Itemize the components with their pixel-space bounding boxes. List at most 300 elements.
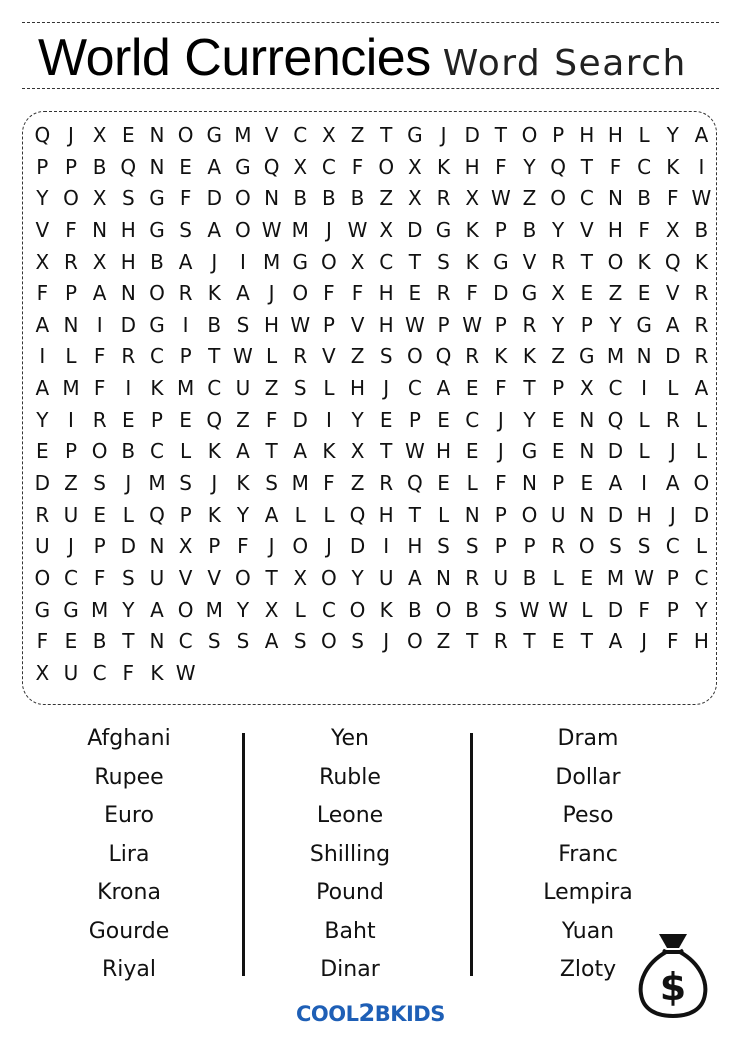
grid-letter: P <box>179 344 192 369</box>
grid-letter: T <box>408 249 421 274</box>
grid-letter: R <box>522 312 537 337</box>
grid-letter: A <box>694 123 709 147</box>
grid-letter: E <box>379 407 393 432</box>
grid-letter: Y <box>523 407 536 432</box>
word-list-item: Baht <box>324 918 376 944</box>
grid-letter: P <box>552 376 565 401</box>
grid-letter: X <box>408 154 422 179</box>
grid-letter: L <box>437 502 450 527</box>
grid-letter: P <box>93 534 106 559</box>
grid-letter: G <box>206 123 223 147</box>
grid-letter: X <box>322 123 336 147</box>
grid-letter: K <box>207 439 221 464</box>
grid-letter: X <box>92 123 107 147</box>
word-list-item: Pound <box>316 880 384 905</box>
grid-letter: A <box>207 217 222 242</box>
grid-letter: A <box>236 281 250 306</box>
word-list-item: Yen <box>331 726 369 751</box>
grid-letter: I <box>698 154 705 179</box>
grid-letter: E <box>580 281 594 306</box>
grid-letter: T <box>580 249 593 274</box>
grid-letter: F <box>93 565 106 590</box>
grid-letter: V <box>350 312 365 337</box>
grid-letter: I <box>182 312 189 337</box>
grid-letter: C <box>608 376 623 401</box>
grid-letter: A <box>694 376 709 401</box>
grid-letter: E <box>179 154 192 179</box>
grid-letter: J <box>268 281 275 306</box>
grid-letter: C <box>465 407 480 432</box>
grid-letter: D <box>607 439 624 464</box>
grid-letter: T <box>122 629 135 654</box>
grid-letter: C <box>92 660 107 685</box>
grid-letter: W <box>548 597 569 622</box>
grid-letter: F <box>638 597 650 622</box>
word-list-item: Dinar <box>320 957 380 982</box>
grid-letter: N <box>607 186 623 211</box>
word-list-item: Leone <box>316 803 384 828</box>
grid-letter: C <box>293 123 308 147</box>
grid-letter: L <box>323 376 335 401</box>
word-list-item: Krona <box>97 880 161 905</box>
grid-letter: T <box>380 123 393 147</box>
grid-letter: Y <box>36 407 49 432</box>
grid-letter: C <box>149 439 164 464</box>
grid-letter: M <box>91 597 109 622</box>
word-list-item: Peso <box>562 803 614 828</box>
grid-letter: L <box>638 439 650 464</box>
grid-letter: S <box>293 629 307 654</box>
grid-letter: J <box>497 407 504 432</box>
grid-letter: G <box>493 249 509 274</box>
grid-letter: F <box>93 376 106 401</box>
grid-letter: O <box>235 186 251 211</box>
grid-letter: X <box>465 186 480 211</box>
word-list-column-2 <box>250 720 450 990</box>
grid-letter: C <box>637 154 652 179</box>
grid-letter: X <box>35 660 50 685</box>
grid-letter: W <box>691 186 712 211</box>
grid-letter: V <box>264 123 279 147</box>
grid-letter: S <box>236 629 250 654</box>
grid-letter: D <box>607 597 624 622</box>
grid-letter: K <box>694 249 708 274</box>
grid-letter: J <box>669 439 676 464</box>
grid-letter: Z <box>350 344 365 369</box>
grid-letter: M <box>291 217 309 242</box>
grid-letter: B <box>92 154 107 179</box>
grid-letter: F <box>265 407 278 432</box>
grid-letter: N <box>464 502 480 527</box>
grid-letter: T <box>208 344 221 369</box>
grid-letter: W <box>347 217 368 242</box>
grid-letter: I <box>239 249 246 274</box>
grid-letter: W <box>404 312 425 337</box>
grid-letter: Y <box>351 407 364 432</box>
word-list-item: Franc <box>558 841 618 867</box>
grid-letter: L <box>695 439 707 464</box>
grid-letter: O <box>349 597 366 622</box>
grid-letter: R <box>379 471 394 496</box>
grid-letter: N <box>264 186 280 211</box>
grid-letter: Q <box>263 154 280 179</box>
grid-letter: E <box>551 439 565 464</box>
grid-letter: A <box>264 502 279 527</box>
grid-letter: G <box>149 312 165 337</box>
grid-letter: N <box>120 281 136 306</box>
grid-letter: F <box>65 217 77 242</box>
grid-letter: R <box>694 281 709 306</box>
grid-letter: K <box>494 344 508 369</box>
grid-letter: A <box>92 281 107 306</box>
grid-letter: C <box>694 565 709 590</box>
grid-letter: O <box>406 344 423 369</box>
grid-letter: J <box>268 534 275 559</box>
grid-letter: F <box>36 281 49 306</box>
grid-letter: K <box>150 376 164 401</box>
grid-letter: H <box>579 123 595 147</box>
grid-letter: D <box>120 312 136 337</box>
grid-letter: R <box>293 344 308 369</box>
grid-letter: T <box>494 123 507 147</box>
grid-letter: B <box>121 439 136 464</box>
grid-letter: E <box>580 565 594 590</box>
grid-letter: R <box>551 534 566 559</box>
grid-letter: O <box>292 534 309 559</box>
grid-letter: L <box>552 565 564 590</box>
grid-letter: G <box>636 312 652 337</box>
grid-letter: F <box>323 471 335 496</box>
grid-letter: A <box>608 471 623 496</box>
grid-letter: C <box>207 376 222 401</box>
grid-letter: I <box>641 471 648 496</box>
grid-letter: R <box>493 629 508 654</box>
grid-letter: T <box>380 439 393 464</box>
grid-letter: S <box>293 376 307 401</box>
grid-letter: Q <box>120 154 137 179</box>
grid-letter: Y <box>236 597 250 622</box>
grid-letter: H <box>378 281 394 306</box>
grid-letter: H <box>120 217 136 242</box>
grid-letter: H <box>378 312 394 337</box>
grid-letter: H <box>407 534 423 559</box>
grid-letter: S <box>179 217 192 242</box>
grid-letter: E <box>179 407 192 432</box>
grid-letter: W <box>233 344 253 369</box>
grid-letter: G <box>149 186 165 211</box>
grid-letter: G <box>235 154 251 179</box>
grid-letter: T <box>580 629 593 654</box>
grid-letter: N <box>579 502 595 527</box>
grid-letter: G <box>521 439 538 464</box>
grid-letter: O <box>321 249 337 274</box>
grid-letter: E <box>93 502 106 527</box>
grid-letter: O <box>378 154 395 179</box>
word-list-item: Yuan <box>561 918 615 944</box>
title-dashed-divider <box>22 88 719 89</box>
grid-letter: X <box>350 439 365 464</box>
grid-letter: E <box>36 439 49 464</box>
grid-letter: E <box>437 407 450 432</box>
grid-letter: P <box>523 534 536 559</box>
grid-letter: L <box>638 123 650 147</box>
grid-letter: S <box>465 534 479 559</box>
top-dashed-divider <box>22 22 719 23</box>
grid-letter: X <box>350 249 365 274</box>
grid-letter: T <box>580 154 593 179</box>
grid-letter: Y <box>523 154 536 179</box>
grid-letter: X <box>293 565 308 590</box>
grid-letter: B <box>522 217 537 242</box>
grid-letter: K <box>322 439 336 464</box>
grid-letter: J <box>325 534 332 559</box>
grid-letter: N <box>436 565 451 590</box>
grid-letter: H <box>264 312 280 337</box>
grid-letter: Z <box>350 123 365 147</box>
grid-letter: J <box>641 629 648 654</box>
grid-letter: Q <box>206 407 223 432</box>
grid-letter: O <box>321 629 337 654</box>
grid-letter: C <box>665 534 680 559</box>
grid-letter: P <box>64 439 78 464</box>
grid-letter: T <box>523 629 536 654</box>
grid-letter: M <box>205 597 223 622</box>
grid-letter: B <box>522 565 537 590</box>
grid-letter: L <box>466 471 478 496</box>
page-title <box>38 30 718 86</box>
word-list-item: Lempira <box>543 880 633 905</box>
grid-letter: L <box>638 407 650 432</box>
grid-letter: U <box>493 565 509 590</box>
column-divider <box>470 733 473 976</box>
grid-letter: O <box>34 565 51 590</box>
grid-letter: N <box>92 217 108 242</box>
grid-letter: D <box>349 534 366 559</box>
word-list-item: Afghani <box>87 726 171 751</box>
grid-letter: Q <box>607 407 624 432</box>
grid-letter: R <box>35 502 50 527</box>
grid-letter: J <box>125 471 132 496</box>
grid-letter: X <box>665 217 680 242</box>
grid-letter: W <box>404 439 425 464</box>
grid-letter: R <box>436 281 451 306</box>
grid-letter: O <box>235 565 251 590</box>
grid-letter: D <box>607 502 624 527</box>
grid-letter: A <box>436 376 451 401</box>
grid-letter: V <box>35 217 50 242</box>
grid-letter: H <box>350 376 366 401</box>
grid-letter: O <box>321 565 337 590</box>
grid-letter: D <box>120 534 136 559</box>
grid-letter: N <box>579 407 595 432</box>
word-list-item: Rupee <box>94 764 164 790</box>
grid-letter: R <box>92 407 107 432</box>
grid-letter: N <box>149 534 165 559</box>
grid-letter: P <box>179 502 192 527</box>
grid-letter: S <box>637 534 651 559</box>
grid-letter: B <box>350 186 365 211</box>
grid-letter: Z <box>236 407 250 432</box>
grid-letter: U <box>550 502 566 527</box>
grid-letter: O <box>550 186 567 211</box>
grid-letter: R <box>178 281 193 306</box>
grid-letter: M <box>148 471 166 496</box>
grid-letter: X <box>379 217 394 242</box>
grid-letter: N <box>149 629 165 654</box>
word-list-item: Riyal <box>101 957 156 982</box>
grid-letter: X <box>293 154 308 179</box>
grid-letter: W <box>175 660 196 685</box>
grid-letter: G <box>521 281 538 306</box>
word-list-item: Zloty <box>559 957 617 982</box>
grid-letter: D <box>464 123 480 147</box>
grid-letter: E <box>465 376 479 401</box>
grid-letter: A <box>207 154 222 179</box>
grid-letter: K <box>379 597 393 622</box>
grid-letter: T <box>408 502 421 527</box>
grid-letter: F <box>323 281 335 306</box>
word-list-item: Euro <box>104 803 154 828</box>
grid-letter: M <box>262 249 281 274</box>
grid-letter: D <box>693 502 710 527</box>
grid-letter: L <box>65 344 77 369</box>
grid-letter: C <box>64 565 78 590</box>
grid-letter: Q <box>435 344 452 369</box>
grid-letter: F <box>351 281 364 306</box>
grid-letter: V <box>665 281 680 306</box>
grid-letter: T <box>265 439 278 464</box>
grid-letter: U <box>63 660 79 685</box>
word-list-column-1 <box>29 720 229 990</box>
grid-letter: Z <box>551 344 565 369</box>
grid-letter: J <box>68 123 74 147</box>
grid-letter: O <box>406 629 423 654</box>
grid-letter: W <box>290 312 311 337</box>
title-sub: Word Search <box>442 43 687 84</box>
grid-letter: H <box>607 217 623 242</box>
grid-letter: F <box>466 281 478 306</box>
grid-letter: B <box>150 249 164 274</box>
grid-letter: N <box>149 154 165 179</box>
grid-letter: C <box>407 376 422 401</box>
grid-letter: H <box>636 502 652 527</box>
grid-letter: K <box>436 154 451 179</box>
grid-letter: A <box>35 312 50 337</box>
grid-letter: N <box>636 344 652 369</box>
grid-letter: S <box>179 471 192 496</box>
grid-letter: A <box>178 249 193 274</box>
grid-letter: Y <box>609 312 622 337</box>
grid-letter: O <box>693 471 710 496</box>
grid-letter: M <box>606 344 625 369</box>
grid-letter: Q <box>406 471 423 496</box>
word-list-item: Ruble <box>319 764 381 790</box>
grid-letter: A <box>150 597 164 622</box>
grid-letter: P <box>208 534 221 559</box>
grid-letter: B <box>465 597 480 622</box>
word-list-item: Shilling <box>309 841 391 867</box>
grid-letter: S <box>351 629 364 654</box>
grid-letter: L <box>122 502 134 527</box>
grid-letter: B <box>694 217 709 242</box>
grid-letter: E <box>551 407 565 432</box>
grid-letter: O <box>521 123 538 147</box>
grid-letter: B <box>637 186 651 211</box>
grid-letter: E <box>437 471 450 496</box>
grid-letter: L <box>667 376 679 401</box>
grid-letter: L <box>294 597 306 622</box>
grid-letter: Q <box>34 123 51 147</box>
grid-letter: S <box>121 565 135 590</box>
grid-letter: F <box>495 376 507 401</box>
grid-letter: Z <box>522 186 537 211</box>
grid-letter: U <box>63 502 79 527</box>
grid-letter: V <box>522 249 537 274</box>
grid-letter: F <box>122 660 135 685</box>
grid-letter: Y <box>666 123 679 147</box>
grid-letter: W <box>490 186 511 211</box>
grid-letter: F <box>609 154 622 179</box>
grid-letter: A <box>236 439 250 464</box>
grid-letter: V <box>178 565 193 590</box>
grid-letter: O <box>435 597 452 622</box>
grid-letter: O <box>177 123 194 147</box>
grid-letter: X <box>35 249 50 274</box>
grid-letter: Y <box>36 186 49 211</box>
grid-letter: D <box>206 186 222 211</box>
word-list-item: Lira <box>108 841 150 867</box>
grid-letter: G <box>579 344 595 369</box>
grid-letter: Z <box>379 186 394 211</box>
grid-letter: G <box>292 249 308 274</box>
grid-letter: F <box>179 186 192 211</box>
grid-letter: V <box>207 565 222 590</box>
grid-letter: T <box>523 376 536 401</box>
grid-letter: R <box>465 565 480 590</box>
grid-letter: C <box>579 186 594 211</box>
grid-letter: X <box>92 249 107 274</box>
grid-letter: X <box>92 186 107 211</box>
word-list-item: Dram <box>557 726 619 751</box>
grid-letter: K <box>522 344 537 369</box>
grid-letter: Z <box>64 471 78 496</box>
title-main: World Currencies <box>38 29 431 87</box>
grid-letter: M <box>606 565 625 590</box>
grid-letter: T <box>265 565 278 590</box>
grid-letter: J <box>68 534 74 559</box>
grid-letter: N <box>579 439 595 464</box>
grid-letter: Q <box>349 502 366 527</box>
grid-letter: K <box>150 660 164 685</box>
grid-letter: J <box>211 249 218 274</box>
grid-letter: O <box>235 217 251 242</box>
grid-letter: X <box>408 186 422 211</box>
grid-letter: P <box>322 312 335 337</box>
grid-letter: M <box>291 471 309 496</box>
grid-letter: T <box>466 629 479 654</box>
grid-letter: R <box>665 407 680 432</box>
grid-letter: S <box>494 597 508 622</box>
grid-letter: C <box>149 344 164 369</box>
grid-letter: G <box>63 597 79 622</box>
grid-letter: D <box>493 281 509 306</box>
grid-letter: E <box>121 407 135 432</box>
grid-letter: D <box>665 344 681 369</box>
grid-letter: C <box>178 629 193 654</box>
grid-letter: C <box>321 597 336 622</box>
grid-letter: A <box>665 471 680 496</box>
grid-letter: E <box>551 629 565 654</box>
